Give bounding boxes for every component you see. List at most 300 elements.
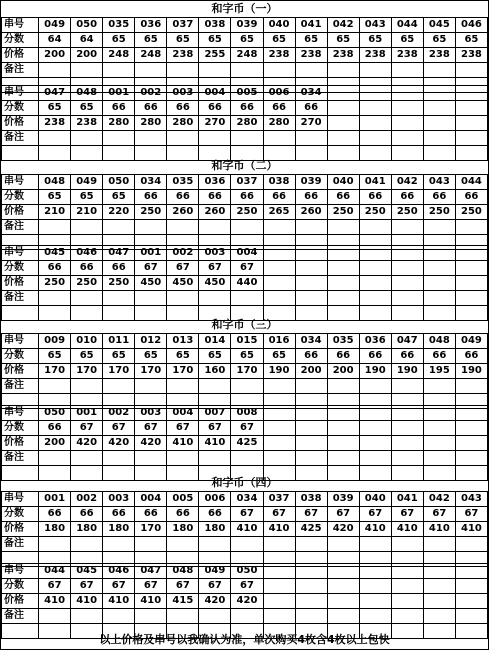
score-cell: 67 [103, 421, 135, 436]
serial-row [2, 18, 488, 33]
serial-cell [327, 86, 359, 101]
serial-cell: 050 [71, 18, 103, 33]
empty-cell [359, 63, 391, 78]
serial-cell: 001 [135, 246, 167, 261]
empty-cell [103, 131, 135, 146]
score-cell [455, 421, 487, 436]
serial-cell: 042 [391, 175, 423, 190]
empty-cell [327, 131, 359, 146]
score-cell: 66 [199, 101, 231, 116]
empty-cell [135, 537, 167, 552]
price-cell: 420 [231, 594, 263, 609]
empty-cell [295, 609, 327, 624]
serial-cell: 004 [199, 86, 231, 101]
price-cell: 280 [263, 116, 295, 131]
price-cell [327, 436, 359, 451]
score-cell [359, 579, 391, 594]
price-cell: 410 [199, 436, 231, 451]
price-cell [263, 276, 295, 291]
score-row [2, 507, 488, 522]
score-cell: 66 [263, 190, 295, 205]
empty-cell [263, 63, 295, 78]
empty-cell [455, 451, 487, 466]
score-cell: 67 [231, 261, 263, 276]
empty-cell [231, 609, 263, 624]
serial-cell: 002 [167, 246, 199, 261]
empty-cell [423, 131, 455, 146]
price-cell: 170 [103, 364, 135, 379]
serial-cell: 003 [103, 492, 135, 507]
empty-cell [263, 537, 295, 552]
score-cell [295, 421, 327, 436]
price-cell: 200 [71, 48, 103, 63]
empty-cell [295, 63, 327, 78]
serial-row [2, 406, 488, 421]
empty-cell [39, 63, 71, 78]
price-cell [327, 116, 359, 131]
price-cell [391, 276, 423, 291]
score-cell: 67 [71, 421, 103, 436]
empty-cell [71, 220, 103, 235]
empty-cell [327, 537, 359, 552]
price-cell: 200 [39, 436, 71, 451]
score-cell: 65 [39, 190, 71, 205]
price-cell [295, 436, 327, 451]
price-cell: 280 [231, 116, 263, 131]
note-row [2, 609, 488, 624]
score-cell: 66 [423, 349, 455, 364]
empty-cell [327, 291, 359, 306]
serial-cell [455, 86, 487, 101]
row-label: 串号 [2, 18, 39, 33]
score-cell [295, 579, 327, 594]
price-cell: 420 [327, 522, 359, 537]
row-label: 价格 [2, 364, 39, 379]
price-cell [295, 276, 327, 291]
score-cell: 65 [71, 349, 103, 364]
empty-cell [391, 131, 423, 146]
row-label: 分数 [2, 507, 39, 522]
serial-cell: 002 [103, 406, 135, 421]
note-row [2, 131, 488, 146]
price-cell: 280 [167, 116, 199, 131]
empty-cell [103, 63, 135, 78]
price-row [2, 205, 488, 220]
score-cell: 67 [359, 507, 391, 522]
serial-cell: 006 [263, 86, 295, 101]
serial-cell: 044 [455, 175, 487, 190]
score-cell: 64 [39, 33, 71, 48]
row-label: 备注 [2, 451, 39, 466]
score-cell: 66 [39, 421, 71, 436]
empty-cell [199, 291, 231, 306]
row-label: 分数 [2, 261, 39, 276]
empty-cell [455, 379, 487, 394]
price-table [1, 333, 488, 409]
score-row [2, 190, 488, 205]
price-table [1, 174, 488, 250]
empty-cell [391, 63, 423, 78]
score-cell: 65 [103, 33, 135, 48]
serial-cell [391, 564, 423, 579]
serial-cell: 050 [39, 406, 71, 421]
score-cell: 67 [39, 579, 71, 594]
empty-cell [359, 220, 391, 235]
price-cell: 250 [359, 205, 391, 220]
serial-cell: 043 [455, 492, 487, 507]
empty-cell [39, 220, 71, 235]
row-label: 分数 [2, 33, 39, 48]
serial-cell: 013 [167, 334, 199, 349]
score-cell: 66 [423, 190, 455, 205]
serial-cell: 037 [231, 175, 263, 190]
serial-cell [391, 406, 423, 421]
empty-cell [263, 131, 295, 146]
empty-cell [167, 609, 199, 624]
score-cell [359, 101, 391, 116]
score-cell [359, 261, 391, 276]
empty-cell [359, 291, 391, 306]
score-cell: 65 [231, 33, 263, 48]
empty-cell [199, 379, 231, 394]
price-cell: 425 [231, 436, 263, 451]
serial-cell: 036 [135, 18, 167, 33]
score-cell: 67 [231, 421, 263, 436]
price-cell: 238 [391, 48, 423, 63]
price-table [1, 17, 488, 93]
price-row [2, 594, 488, 609]
score-cell [423, 421, 455, 436]
serial-cell: 012 [135, 334, 167, 349]
score-cell: 66 [231, 190, 263, 205]
score-cell [263, 421, 295, 436]
empty-cell [167, 291, 199, 306]
price-cell: 170 [135, 522, 167, 537]
price-cell [455, 116, 487, 131]
serial-cell [455, 406, 487, 421]
score-cell: 65 [231, 349, 263, 364]
serial-cell: 004 [167, 406, 199, 421]
price-cell [455, 276, 487, 291]
serial-cell [295, 564, 327, 579]
score-cell [327, 579, 359, 594]
empty-cell [391, 537, 423, 552]
serial-cell: 039 [327, 492, 359, 507]
empty-cell [327, 451, 359, 466]
empty-cell [135, 291, 167, 306]
empty-cell [455, 220, 487, 235]
serial-cell: 050 [231, 564, 263, 579]
score-cell: 66 [39, 507, 71, 522]
price-cell: 260 [167, 205, 199, 220]
price-cell: 410 [263, 522, 295, 537]
price-cell: 248 [135, 48, 167, 63]
price-cell: 200 [295, 364, 327, 379]
empty-cell [199, 537, 231, 552]
score-cell [423, 579, 455, 594]
price-cell: 248 [103, 48, 135, 63]
score-cell: 66 [167, 190, 199, 205]
serial-cell [423, 246, 455, 261]
empty-cell [231, 537, 263, 552]
price-cell: 420 [71, 436, 103, 451]
price-cell: 180 [199, 522, 231, 537]
empty-cell [167, 131, 199, 146]
serial-cell [359, 246, 391, 261]
price-cell: 210 [71, 205, 103, 220]
serial-cell: 034 [135, 175, 167, 190]
empty-cell [199, 220, 231, 235]
score-cell: 65 [167, 33, 199, 48]
serial-row [2, 334, 488, 349]
note-row [2, 220, 488, 235]
score-cell: 66 [103, 261, 135, 276]
empty-cell [423, 609, 455, 624]
serial-cell: 016 [263, 334, 295, 349]
serial-cell: 046 [455, 18, 487, 33]
price-cell: 250 [39, 276, 71, 291]
section-title: 和字币（三） [211, 318, 278, 331]
score-cell [391, 101, 423, 116]
empty-cell [295, 131, 327, 146]
price-cell [295, 594, 327, 609]
serial-cell: 049 [71, 175, 103, 190]
price-cell: 280 [103, 116, 135, 131]
serial-cell: 049 [455, 334, 487, 349]
serial-cell: 043 [423, 175, 455, 190]
empty-cell [423, 451, 455, 466]
score-cell: 67 [327, 507, 359, 522]
price-cell: 238 [295, 48, 327, 63]
empty-cell [455, 291, 487, 306]
score-cell: 64 [71, 33, 103, 48]
price-cell: 250 [391, 205, 423, 220]
score-cell: 66 [135, 101, 167, 116]
empty-cell [199, 451, 231, 466]
serial-cell: 015 [231, 334, 263, 349]
empty-cell [39, 537, 71, 552]
price-cell: 450 [199, 276, 231, 291]
score-cell: 66 [199, 190, 231, 205]
empty-cell [103, 609, 135, 624]
serial-row [2, 175, 488, 190]
serial-cell: 037 [263, 492, 295, 507]
serial-row [2, 246, 488, 261]
score-cell: 66 [103, 507, 135, 522]
empty-cell [231, 63, 263, 78]
price-cell: 190 [455, 364, 487, 379]
empty-cell [135, 451, 167, 466]
row-label: 分数 [2, 421, 39, 436]
serial-cell: 038 [199, 18, 231, 33]
score-cell [391, 579, 423, 594]
empty-cell [71, 537, 103, 552]
row-label: 价格 [2, 594, 39, 609]
score-cell: 65 [167, 349, 199, 364]
score-cell: 65 [327, 33, 359, 48]
price-cell: 450 [167, 276, 199, 291]
serial-cell: 041 [295, 18, 327, 33]
serial-cell: 034 [231, 492, 263, 507]
serial-cell: 045 [423, 18, 455, 33]
price-cell: 410 [231, 522, 263, 537]
serial-cell [423, 86, 455, 101]
price-cell: 200 [327, 364, 359, 379]
row-label: 备注 [2, 131, 39, 146]
serial-cell: 008 [231, 406, 263, 421]
score-cell: 67 [231, 507, 263, 522]
serial-cell: 035 [103, 18, 135, 33]
empty-cell [423, 63, 455, 78]
empty-cell [71, 379, 103, 394]
serial-cell: 042 [423, 492, 455, 507]
score-cell: 66 [39, 261, 71, 276]
price-cell: 238 [167, 48, 199, 63]
empty-cell [327, 220, 359, 235]
serial-cell: 034 [295, 86, 327, 101]
serial-cell: 047 [103, 246, 135, 261]
score-cell: 66 [391, 349, 423, 364]
price-cell: 180 [167, 522, 199, 537]
empty-cell [199, 131, 231, 146]
serial-cell: 041 [359, 175, 391, 190]
score-cell [391, 261, 423, 276]
serial-cell: 048 [167, 564, 199, 579]
price-cell: 420 [199, 594, 231, 609]
score-cell [391, 421, 423, 436]
empty-cell [359, 537, 391, 552]
row-label: 串号 [2, 246, 39, 261]
score-cell [455, 261, 487, 276]
serial-cell: 011 [103, 334, 135, 349]
score-cell: 67 [135, 579, 167, 594]
empty-cell [327, 63, 359, 78]
serial-cell: 045 [71, 564, 103, 579]
price-table [1, 491, 488, 567]
empty-cell [423, 537, 455, 552]
score-cell: 66 [103, 101, 135, 116]
score-cell: 66 [327, 190, 359, 205]
empty-cell [135, 63, 167, 78]
price-cell [391, 116, 423, 131]
price-cell: 260 [199, 205, 231, 220]
empty-cell [359, 131, 391, 146]
score-cell: 67 [135, 421, 167, 436]
price-cell: 420 [135, 436, 167, 451]
score-cell: 65 [423, 33, 455, 48]
row-label: 备注 [2, 537, 39, 552]
empty-cell [391, 451, 423, 466]
serial-cell: 047 [135, 564, 167, 579]
score-cell: 65 [103, 190, 135, 205]
score-cell: 67 [455, 507, 487, 522]
serial-cell: 049 [199, 564, 231, 579]
score-cell: 66 [295, 190, 327, 205]
empty-cell [295, 291, 327, 306]
score-cell: 67 [103, 579, 135, 594]
price-cell: 200 [39, 48, 71, 63]
score-cell: 67 [167, 579, 199, 594]
price-cell: 410 [455, 522, 487, 537]
empty-cell [455, 609, 487, 624]
price-cell: 250 [71, 276, 103, 291]
price-cell: 425 [295, 522, 327, 537]
empty-cell [71, 451, 103, 466]
empty-cell [231, 451, 263, 466]
serial-cell: 003 [167, 86, 199, 101]
empty-cell [359, 609, 391, 624]
empty-cell [103, 537, 135, 552]
empty-cell [359, 451, 391, 466]
serial-cell: 042 [327, 18, 359, 33]
price-cell: 255 [199, 48, 231, 63]
empty-cell [263, 291, 295, 306]
score-cell: 67 [167, 421, 199, 436]
score-cell: 65 [199, 349, 231, 364]
serial-cell: 005 [167, 492, 199, 507]
score-cell: 65 [103, 349, 135, 364]
empty-cell [135, 379, 167, 394]
score-cell: 67 [167, 261, 199, 276]
price-row [2, 48, 488, 63]
score-row [2, 349, 488, 364]
empty-cell [167, 220, 199, 235]
score-cell: 67 [135, 261, 167, 276]
score-cell: 65 [71, 190, 103, 205]
price-cell: 195 [423, 364, 455, 379]
serial-cell: 047 [39, 86, 71, 101]
price-cell: 170 [39, 364, 71, 379]
empty-cell [135, 220, 167, 235]
serial-row [2, 564, 488, 579]
price-cell: 270 [199, 116, 231, 131]
empty-cell [103, 291, 135, 306]
empty-cell [391, 220, 423, 235]
score-cell [327, 421, 359, 436]
serial-cell: 007 [199, 406, 231, 421]
empty-cell [327, 379, 359, 394]
score-cell: 67 [199, 579, 231, 594]
row-label: 备注 [2, 63, 39, 78]
serial-row [2, 492, 488, 507]
score-cell: 66 [167, 101, 199, 116]
price-table [1, 85, 488, 161]
price-cell [423, 594, 455, 609]
serial-cell: 045 [39, 246, 71, 261]
price-cell: 410 [135, 594, 167, 609]
price-cell: 260 [295, 205, 327, 220]
score-cell: 67 [423, 507, 455, 522]
score-cell [423, 101, 455, 116]
note-row [2, 451, 488, 466]
serial-cell: 001 [103, 86, 135, 101]
serial-cell: 048 [39, 175, 71, 190]
serial-cell [327, 406, 359, 421]
empty-cell [135, 609, 167, 624]
serial-cell: 006 [199, 492, 231, 507]
empty-cell [199, 63, 231, 78]
serial-cell [295, 406, 327, 421]
serial-cell [455, 246, 487, 261]
price-cell: 410 [391, 522, 423, 537]
row-label: 价格 [2, 116, 39, 131]
section-title: 和字币（一） [211, 2, 278, 15]
score-cell: 65 [263, 33, 295, 48]
row-label: 分数 [2, 349, 39, 364]
score-cell: 66 [327, 349, 359, 364]
serial-cell: 034 [295, 334, 327, 349]
serial-cell: 038 [263, 175, 295, 190]
